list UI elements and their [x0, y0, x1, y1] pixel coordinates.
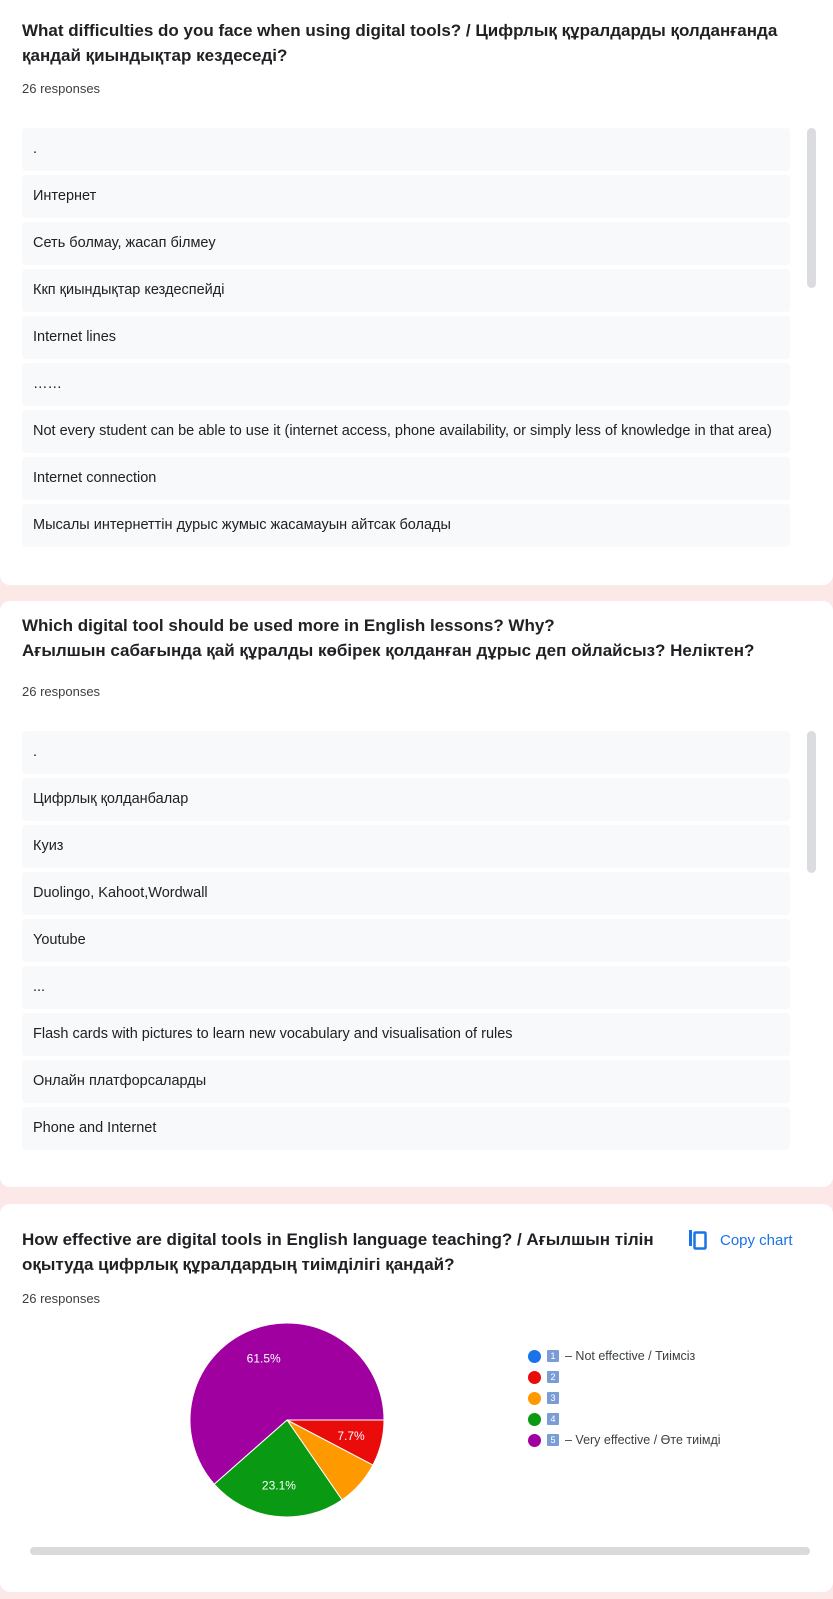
- legend-key: 5: [547, 1434, 559, 1446]
- response-count: 26 responses: [22, 81, 101, 96]
- question-title-line2: Ағылшын сабағында қай құралды көбірек қолданған дұрыс деп ойлайсыз? Неліктен?: [22, 641, 755, 660]
- copy-chart-label: Copy chart: [720, 1231, 793, 1249]
- response-item: Internet lines: [22, 316, 790, 359]
- legend-label: – Not effective / Тиімсіз: [565, 1349, 696, 1363]
- legend-key: 2: [547, 1371, 559, 1383]
- copy-icon: [688, 1229, 708, 1251]
- response-item: Цифрлық қолданбалар: [22, 778, 790, 821]
- response-item: Интернет: [22, 175, 790, 218]
- question-title-line1: Which digital tool should be used more in English lessons? Why?: [22, 616, 555, 635]
- response-list[interactable]: [22, 731, 790, 1181]
- pie-chart: [120, 1314, 520, 1554]
- response-list[interactable]: [22, 128, 790, 560]
- response-item: Ккп қиындықтар кездеспейді: [22, 269, 790, 312]
- pie-slice-label: 23.1%: [261, 1478, 296, 1493]
- legend-swatch: [528, 1350, 541, 1363]
- legend-key: 1: [547, 1350, 559, 1362]
- pie-slice-label: 61.5%: [246, 1351, 281, 1366]
- legend-swatch: [528, 1392, 541, 1405]
- scrollbar-thumb[interactable]: [807, 128, 816, 288]
- response-item: Мысалы интернеттін дурыс жумыс жасамауын айтсак болады: [22, 504, 790, 547]
- pie-slice-label: 7.7%: [337, 1428, 365, 1443]
- response-item: Flash cards with pictures to learn new vocabulary and visualisation of rules: [22, 1013, 790, 1056]
- question-card-difficulties: [0, 0, 833, 585]
- response-item: Сеть болмау, жасап білмеу: [22, 222, 790, 265]
- legend-entry: [528, 1430, 721, 1450]
- response-item: Онлайн платфорсаларды: [22, 1060, 790, 1103]
- response-item: .: [22, 731, 790, 774]
- legend-entry: [528, 1409, 721, 1429]
- scrollbar-thumb[interactable]: [807, 731, 816, 873]
- chart-legend: [528, 1346, 721, 1451]
- response-item: Куиз: [22, 825, 790, 868]
- response-item: Duolingo, Kahoot,Wordwall: [22, 872, 790, 915]
- question-title: How effective are digital tools in English language teaching? / Ағылшын тілін оқытуда цифрлық құралдардың тиімділігі қандай?: [22, 1230, 654, 1274]
- legend-swatch: [528, 1434, 541, 1447]
- response-item: Not every student can be able to use it (internet access, phone availability, or simply less of knowledge in that area): [22, 410, 790, 453]
- legend-label: – Very effective / Өте тиімді: [565, 1433, 721, 1447]
- response-count: 26 responses: [22, 1291, 101, 1306]
- horizontal-scrollbar[interactable]: [30, 1547, 810, 1555]
- response-item: Internet connection: [22, 457, 790, 500]
- legend-entry: [528, 1367, 721, 1387]
- question-title: What difficulties do you face when using digital tools? / Цифрлық құралдарды қолданғанда қандай қиындықтар кездеседі?: [22, 21, 778, 65]
- copy-chart-button[interactable]: [688, 1229, 793, 1251]
- legend-key: 4: [547, 1413, 559, 1425]
- legend-key: 3: [547, 1392, 559, 1404]
- legend-entry: [528, 1346, 721, 1366]
- response-count: 26 responses: [22, 684, 101, 699]
- question-card-effectiveness: [0, 1204, 833, 1592]
- response-item: Phone and Internet: [22, 1107, 790, 1150]
- legend-swatch: [528, 1413, 541, 1426]
- response-item: ...: [22, 966, 790, 1009]
- response-item: ……: [22, 363, 790, 406]
- response-item: Youtube: [22, 919, 790, 962]
- response-item: .: [22, 128, 790, 171]
- legend-entry: [528, 1388, 721, 1408]
- question-title: [22, 613, 792, 663]
- legend-swatch: [528, 1371, 541, 1384]
- question-card-digital-tool: [0, 601, 833, 1187]
